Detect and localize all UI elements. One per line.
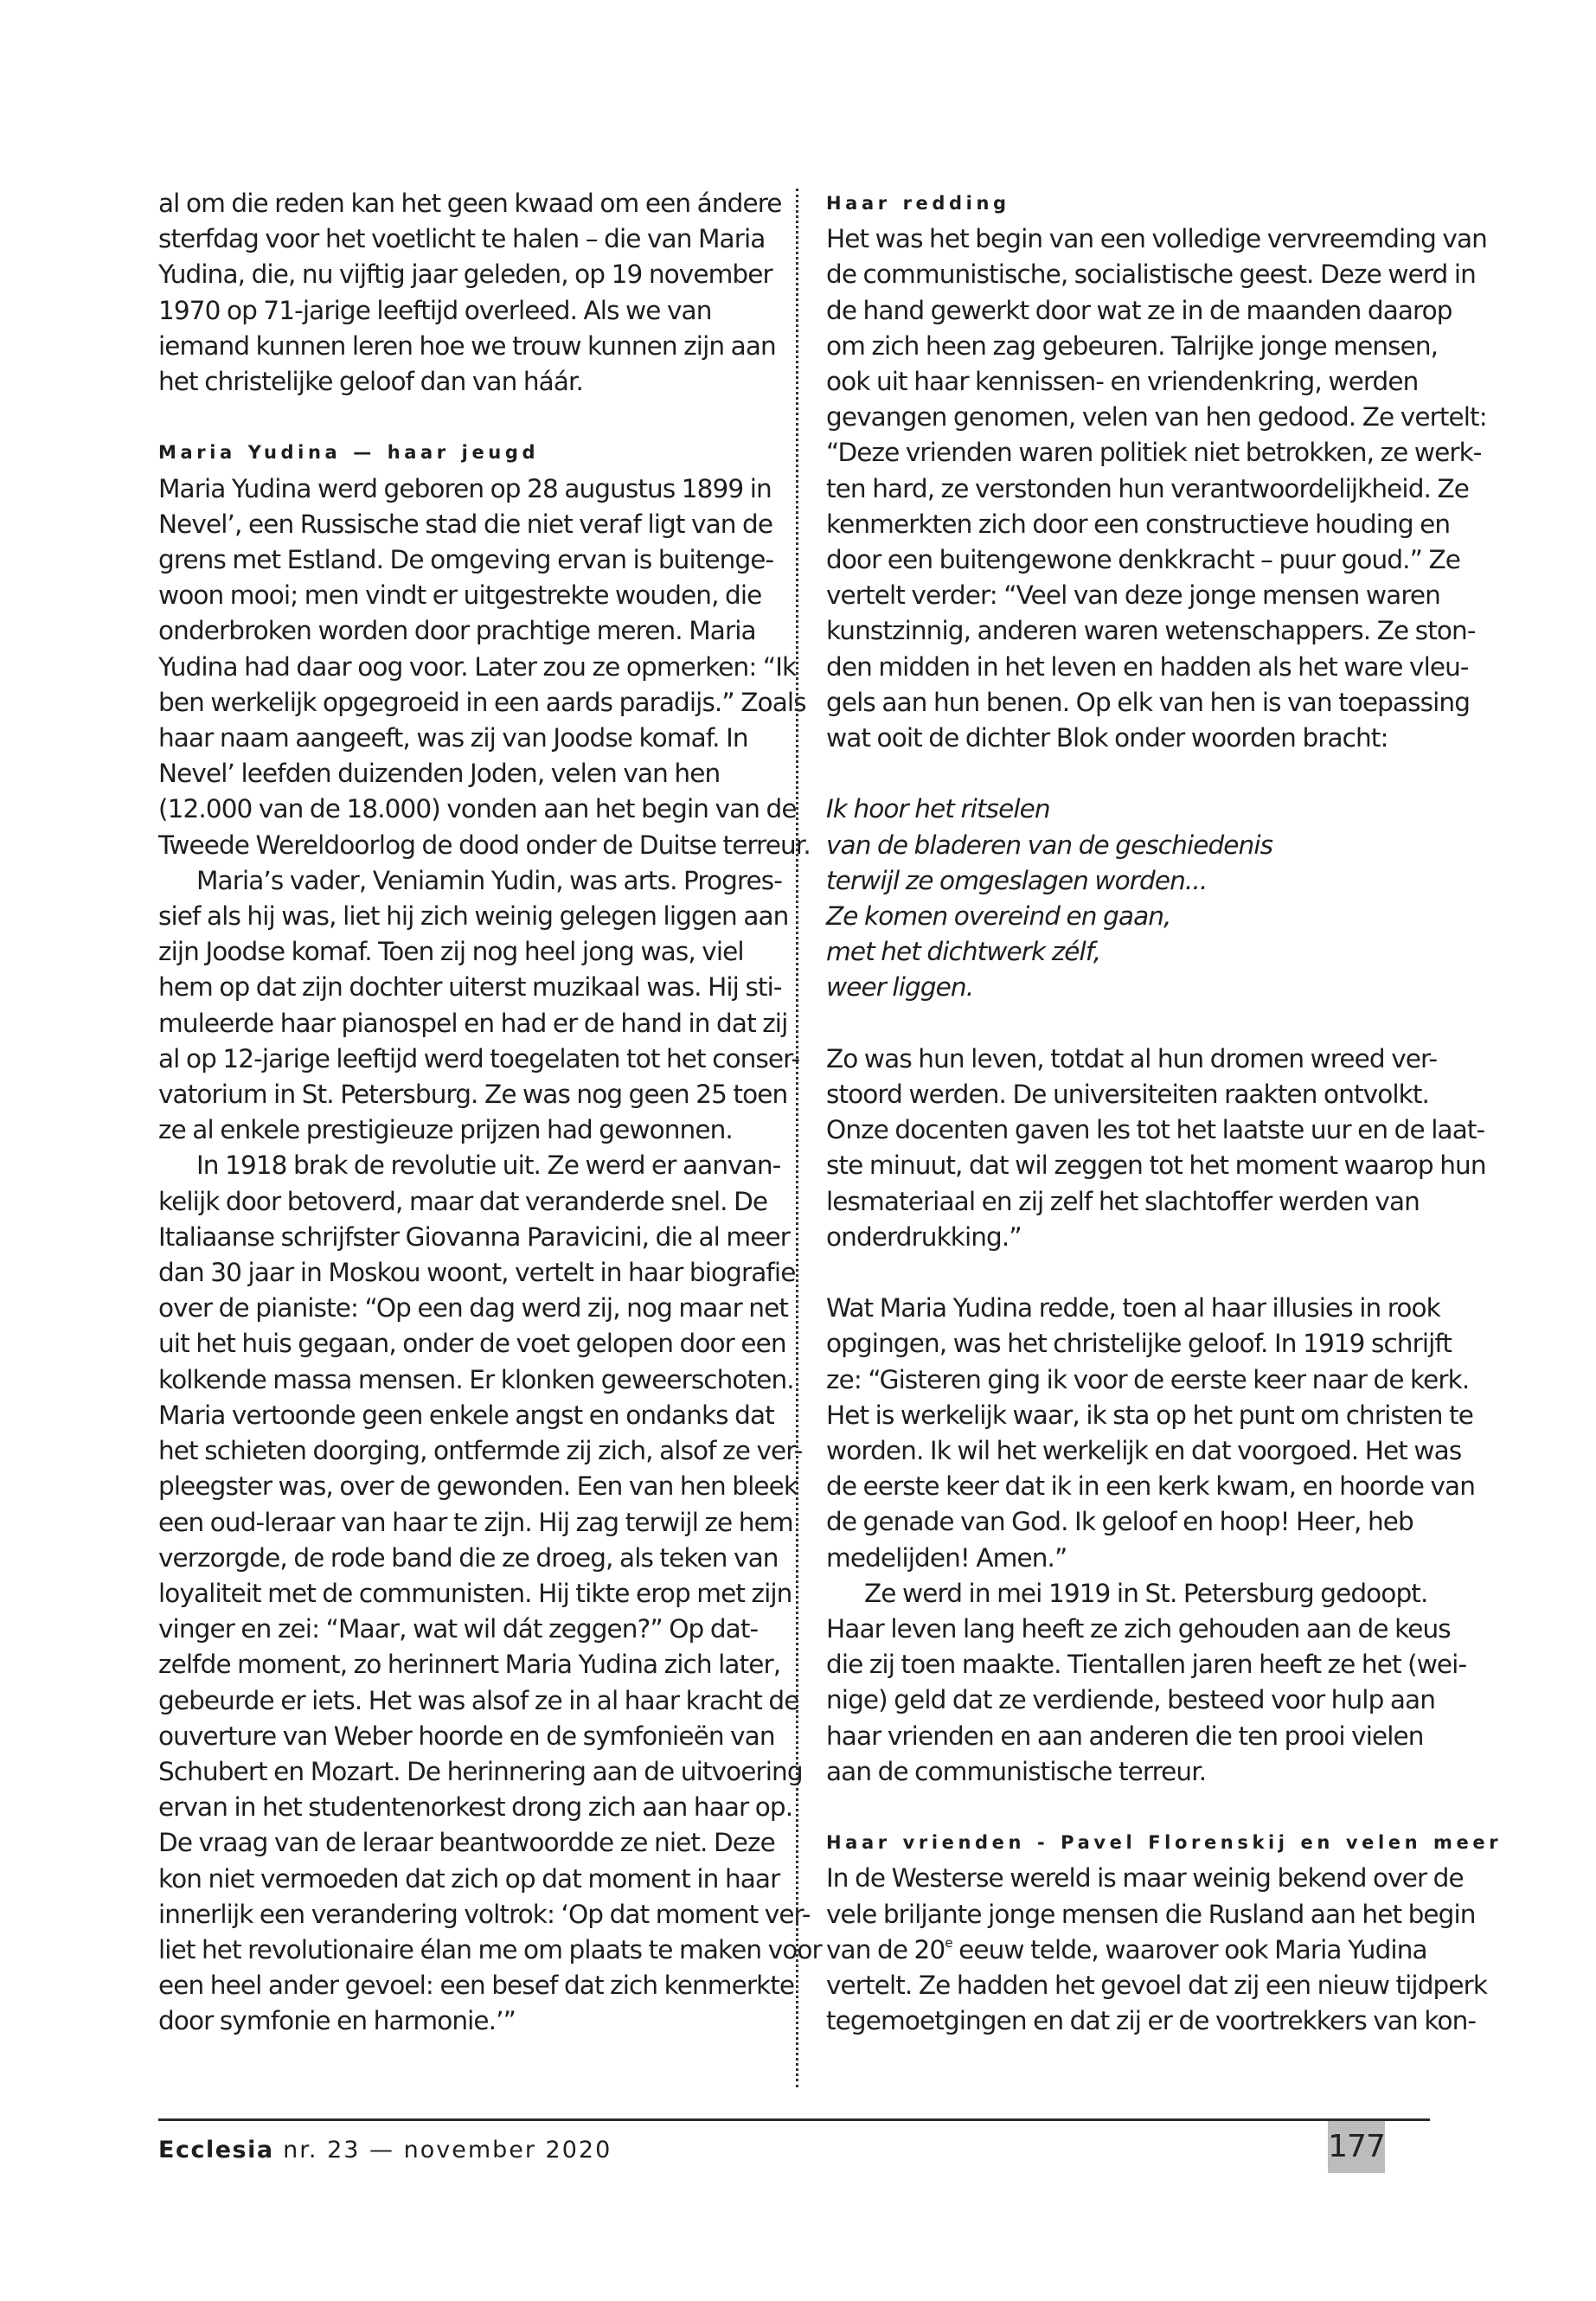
section-heading-youth: Maria Yudina — haar jeugd bbox=[158, 442, 540, 464]
text-line: woon mooi; men vindt er uitgestrekte wouden, die bbox=[158, 580, 762, 611]
text-line: nige) geld dat ze verdiende, besteed voor hulp aan bbox=[826, 1685, 1436, 1715]
text-line: ouverture van Weber hoorde en de symfonieën van bbox=[158, 1721, 775, 1751]
youth-paragraph-3 bbox=[158, 1148, 822, 2039]
text-line: uit het huis gegaan, onder de voet gelopen door een bbox=[158, 1329, 786, 1359]
text-line: den midden in het leven en hadden als het ware vleu- bbox=[826, 651, 1469, 682]
text-line: innerlijk een verandering voltrok: ‘Op dat moment ver- bbox=[158, 1899, 811, 1929]
poem-quote-blok bbox=[826, 792, 1445, 1005]
text-line: zijn Joodse komaf. Toen zij nog heel jong was, viel bbox=[158, 937, 744, 967]
text-line: gebeurde er iets. Het was alsof ze in al haar kracht de bbox=[158, 1685, 799, 1715]
text-line: Zo was hun leven, totdat al hun dromen wreed ver- bbox=[826, 1043, 1438, 1074]
text-line: medelijden! Amen.” bbox=[826, 1542, 1067, 1573]
text-line: vertelt verder: “Veel van deze jonge mensen waren bbox=[826, 580, 1440, 611]
text-line: (12.000 van de 18.000) vonden aan het begin van de bbox=[158, 794, 797, 824]
text-line: loyaliteit met de communisten. Hij tikte erop met zijn bbox=[158, 1578, 792, 1608]
text-line: De vraag van de leraar beantwoordde ze niet. Deze bbox=[158, 1828, 775, 1858]
text-line: Het is werkelijk waar, ik sta op het punt om christen te bbox=[826, 1400, 1473, 1430]
text-line: haar vrienden en aan anderen die ten prooi vielen bbox=[826, 1721, 1424, 1751]
text-line: opgingen, was het christelijke geloof. In 1919 schrijft bbox=[826, 1329, 1452, 1359]
text-line: gels aan hun benen. Op elk van hen is van toepassing bbox=[826, 687, 1471, 717]
text-line: een oud-leraar van haar te zijn. Hij zag terwijl ze hem bbox=[158, 1507, 793, 1537]
friends-paragraph-1 bbox=[826, 1861, 1488, 2039]
column-divider-dotted bbox=[796, 189, 798, 2087]
text-fragment: van de 20 bbox=[826, 1934, 945, 1965]
section-heading-rescue: Haar redding bbox=[826, 193, 1010, 214]
text-line: al om die reden kan het geen kwaad om een ándere bbox=[158, 189, 782, 218]
text-line: vertelt. Ze hadden het gevoel dat zij een nieuw tijdperk bbox=[826, 1971, 1488, 2001]
text-line: Yudina had daar oog voor. Later zou ze opmerken: “Ik bbox=[158, 651, 797, 682]
text-line: Maria vertoonde geen enkele angst en ondanks dat bbox=[158, 1400, 774, 1430]
text-line: kunstzinnig, anderen waren wetenschappers. Ze ston- bbox=[826, 616, 1476, 646]
text-line: stoord werden. De universiteiten raakten ontvolkt. bbox=[826, 1080, 1429, 1110]
text-line: vinger en zei: “Maar, wat wil dát zeggen?” Op dat- bbox=[158, 1614, 759, 1644]
text-line: Italiaanse schrijfster Giovanna Paravicini, die al meer bbox=[158, 1221, 790, 1252]
text-line: kolkende massa mensen. Er klonken geweerschoten. bbox=[158, 1364, 794, 1394]
spacer bbox=[826, 1006, 1445, 1042]
text-line: dan 30 jaar in Moskou woont, vertelt in haar biografie bbox=[158, 1258, 796, 1288]
text-line: Maria’s vader, Veniamin Yudin, was arts. Progres- bbox=[196, 865, 782, 895]
poem-line: met het dichtwerk zélf, bbox=[826, 937, 1101, 967]
spacer bbox=[158, 400, 783, 435]
left-column bbox=[158, 186, 822, 2040]
text-line: Tweede Wereldoorlog de dood onder de Duitse terreur. bbox=[158, 830, 811, 860]
right-column bbox=[826, 186, 1503, 2040]
text-line: onderbroken worden door prachtige meren. Maria bbox=[158, 616, 756, 646]
text-line: over de pianiste: “Op een dag werd zij, nog maar net bbox=[158, 1293, 789, 1324]
text-line: de hand gewerkt door wat ze in de maanden daarop bbox=[826, 295, 1452, 325]
text-line: verzorgde, de rode band die ze droeg, als teken van bbox=[158, 1542, 779, 1573]
rescue-paragraph-4 bbox=[826, 1576, 1467, 1790]
poem-line: weer liggen. bbox=[826, 972, 974, 1003]
text-line: Schubert en Mozart. De herinnering aan de uitvoering bbox=[158, 1756, 803, 1786]
text-line: tegemoetgingen en dat zij er de voortrekkers van kon- bbox=[826, 2006, 1477, 2036]
youth-paragraph-2 bbox=[158, 863, 800, 1149]
text-line: ook uit haar kennissen- en vriendenkring, werden bbox=[826, 367, 1419, 397]
text-line: Nevel’ leefden duizenden Joden, velen van hen bbox=[158, 759, 721, 789]
issue-info: nr. 23 — november 2020 bbox=[283, 2137, 612, 2163]
text-line: om zich heen zag gebeuren. Talrijke jonge mensen, bbox=[826, 330, 1439, 361]
text-line: gevangen genomen, velen van hen gedood. Ze vertelt: bbox=[826, 402, 1487, 433]
text-line: al op 12-jarige leeftijd werd toegelaten tot het conser- bbox=[158, 1043, 800, 1074]
footer-publication-info bbox=[158, 2137, 612, 2163]
text-line: Maria Yudina werd geboren op 28 augustus 1899 in bbox=[158, 473, 772, 503]
text-line: ze al enkele prestigieuze prijzen had gewonnen. bbox=[158, 1115, 733, 1145]
intro-paragraph bbox=[158, 186, 783, 400]
text-line: hem op dat zijn dochter uiterst muzikaal was. Hij sti- bbox=[158, 972, 782, 1003]
text-line: lesmateriaal en zij zelf het slachtoffer werden van bbox=[826, 1186, 1420, 1216]
text-line: vele briljante jonge mensen die Rusland aan het begin bbox=[826, 1899, 1476, 1929]
text-line: Onze docenten gaven les tot het laatste uur en de laat- bbox=[826, 1115, 1485, 1145]
text-line: worden. Ik wil het werkelijk en dat voorgoed. Het was bbox=[826, 1436, 1462, 1466]
text-line: ze: “Gisteren ging ik voor de eerste keer naar de kerk. bbox=[826, 1364, 1470, 1394]
text-line: het schieten doorging, ontfermde zij zich, alsof ze ver- bbox=[158, 1436, 803, 1466]
spacer bbox=[826, 1255, 1445, 1291]
text-line: aan de communistische terreur. bbox=[826, 1756, 1207, 1786]
text-line: kelijk door betoverd, maar dat veranderde snel. De bbox=[158, 1186, 768, 1216]
youth-paragraph-1 bbox=[158, 471, 811, 863]
section-heading-friends: Haar vrienden - Pavel Florenskij en velen meer bbox=[826, 1832, 1503, 1854]
publication-name: Ecclesia bbox=[158, 2137, 274, 2163]
text-fragment: eeuw telde, waarover ook Maria Yudina bbox=[952, 1934, 1427, 1965]
text-line: vatorium in St. Petersburg. Ze was nog geen 25 toen bbox=[158, 1080, 788, 1110]
text-line: In 1918 brak de revolutie uit. Ze werd er aanvan- bbox=[196, 1150, 781, 1181]
text-line: sterfdag voor het voetlicht te halen – die van Maria bbox=[158, 224, 766, 254]
text-line: door een buitengewone denkkracht – puur goud.” Ze bbox=[826, 545, 1461, 575]
text-line: “Deze vrienden waren politiek niet betrokken, ze werk- bbox=[826, 438, 1482, 468]
text-line: kon niet vermoeden dat zich op dat moment in haar bbox=[158, 1863, 780, 1894]
text-line: Ze werd in mei 1919 in St. Petersburg gedoopt. bbox=[864, 1578, 1428, 1608]
text-line: onderdrukking.” bbox=[826, 1221, 1022, 1252]
rescue-paragraph-3 bbox=[826, 1291, 1475, 1576]
text-line: In de Westerse wereld is maar weinig bekend over de bbox=[826, 1863, 1464, 1894]
text-line: pleegster was, over de gewonden. Een van hen bleek bbox=[158, 1471, 798, 1502]
poem-line: Ik hoor het ritselen bbox=[826, 794, 1050, 824]
text-line: sief als hij was, liet hij zich weinig gelegen liggen aan bbox=[158, 901, 789, 932]
text-line: Het was het begin van een volledige vervreemding van bbox=[826, 224, 1487, 254]
text-line: kenmerkten zich door een constructieve houding en bbox=[826, 509, 1451, 539]
text-line: ste minuut, dat wil zeggen tot het moment waarop hun bbox=[826, 1150, 1486, 1181]
text-line: wat ooit de dichter Blok onder woorden bracht: bbox=[826, 723, 1388, 753]
text-line: 1970 op 71-jarige leeftijd overleed. Als we van bbox=[158, 295, 712, 325]
text-line: haar naam aangeeft, was zij van Joodse komaf. In bbox=[158, 723, 748, 753]
text-line: ervan in het studentenorkest drong zich aan haar op. bbox=[158, 1792, 793, 1823]
text-line: Nevel’, een Russische stad die niet veraf ligt van de bbox=[158, 509, 773, 539]
text-line: de genade van God. Ik geloof en hoop! Heer, heb bbox=[826, 1507, 1413, 1537]
spacer bbox=[826, 1790, 1445, 1825]
text-line bbox=[826, 1932, 1445, 1968]
text-line: door symfonie en harmonie.’” bbox=[158, 2006, 516, 2036]
text-line: ten hard, ze verstonden hun verantwoordelijkheid. Ze bbox=[826, 473, 1470, 503]
page-number: 177 bbox=[1328, 2121, 1385, 2173]
text-line: iemand kunnen leren hoe we trouw kunnen zijn aan bbox=[158, 330, 776, 361]
text-line: het christelijke geloof dan van háár. bbox=[158, 367, 584, 397]
text-line: liet het revolutionaire élan me om plaats te maken voor bbox=[158, 1934, 822, 1965]
text-line: de communistische, socialistische geest. Deze werd in bbox=[826, 260, 1476, 290]
rescue-paragraph-1 bbox=[826, 221, 1487, 756]
poem-line: Ze komen overeind en gaan, bbox=[826, 901, 1171, 932]
footer-rule bbox=[158, 2118, 1430, 2121]
text-line: zelfde moment, zo herinnert Maria Yudina zich later, bbox=[158, 1650, 781, 1680]
text-line: muleerde haar pianospel en had er de hand in dat zij bbox=[158, 1008, 788, 1038]
poem-line: van de bladeren van de geschiedenis bbox=[826, 830, 1273, 860]
text-line: Haar leven lang heeft ze zich gehouden aan de keus bbox=[826, 1614, 1451, 1644]
text-line: ben werkelijk opgegroeid in een aards paradijs.” Zoals bbox=[158, 687, 806, 717]
rescue-paragraph-2 bbox=[826, 1042, 1486, 1255]
text-line: die zij toen maakte. Tientallen jaren heeft ze het (wei- bbox=[826, 1650, 1467, 1680]
text-line: Yudina, die, nu vijftig jaar geleden, op 19 november bbox=[158, 260, 772, 290]
text-line: grens met Estland. De omgeving ervan is buitenge- bbox=[158, 545, 774, 575]
poem-line: terwijl ze omgeslagen worden... bbox=[826, 865, 1208, 895]
spacer bbox=[826, 756, 1445, 792]
text-line: een heel ander gevoel: een besef dat zich kenmerkte bbox=[158, 1971, 795, 2001]
text-line: Wat Maria Yudina redde, toen al haar illusies in rook bbox=[826, 1293, 1440, 1324]
ordinal-superscript: e bbox=[945, 1934, 952, 1951]
text-line: de eerste keer dat ik in een kerk kwam, en hoorde van bbox=[826, 1471, 1475, 1502]
